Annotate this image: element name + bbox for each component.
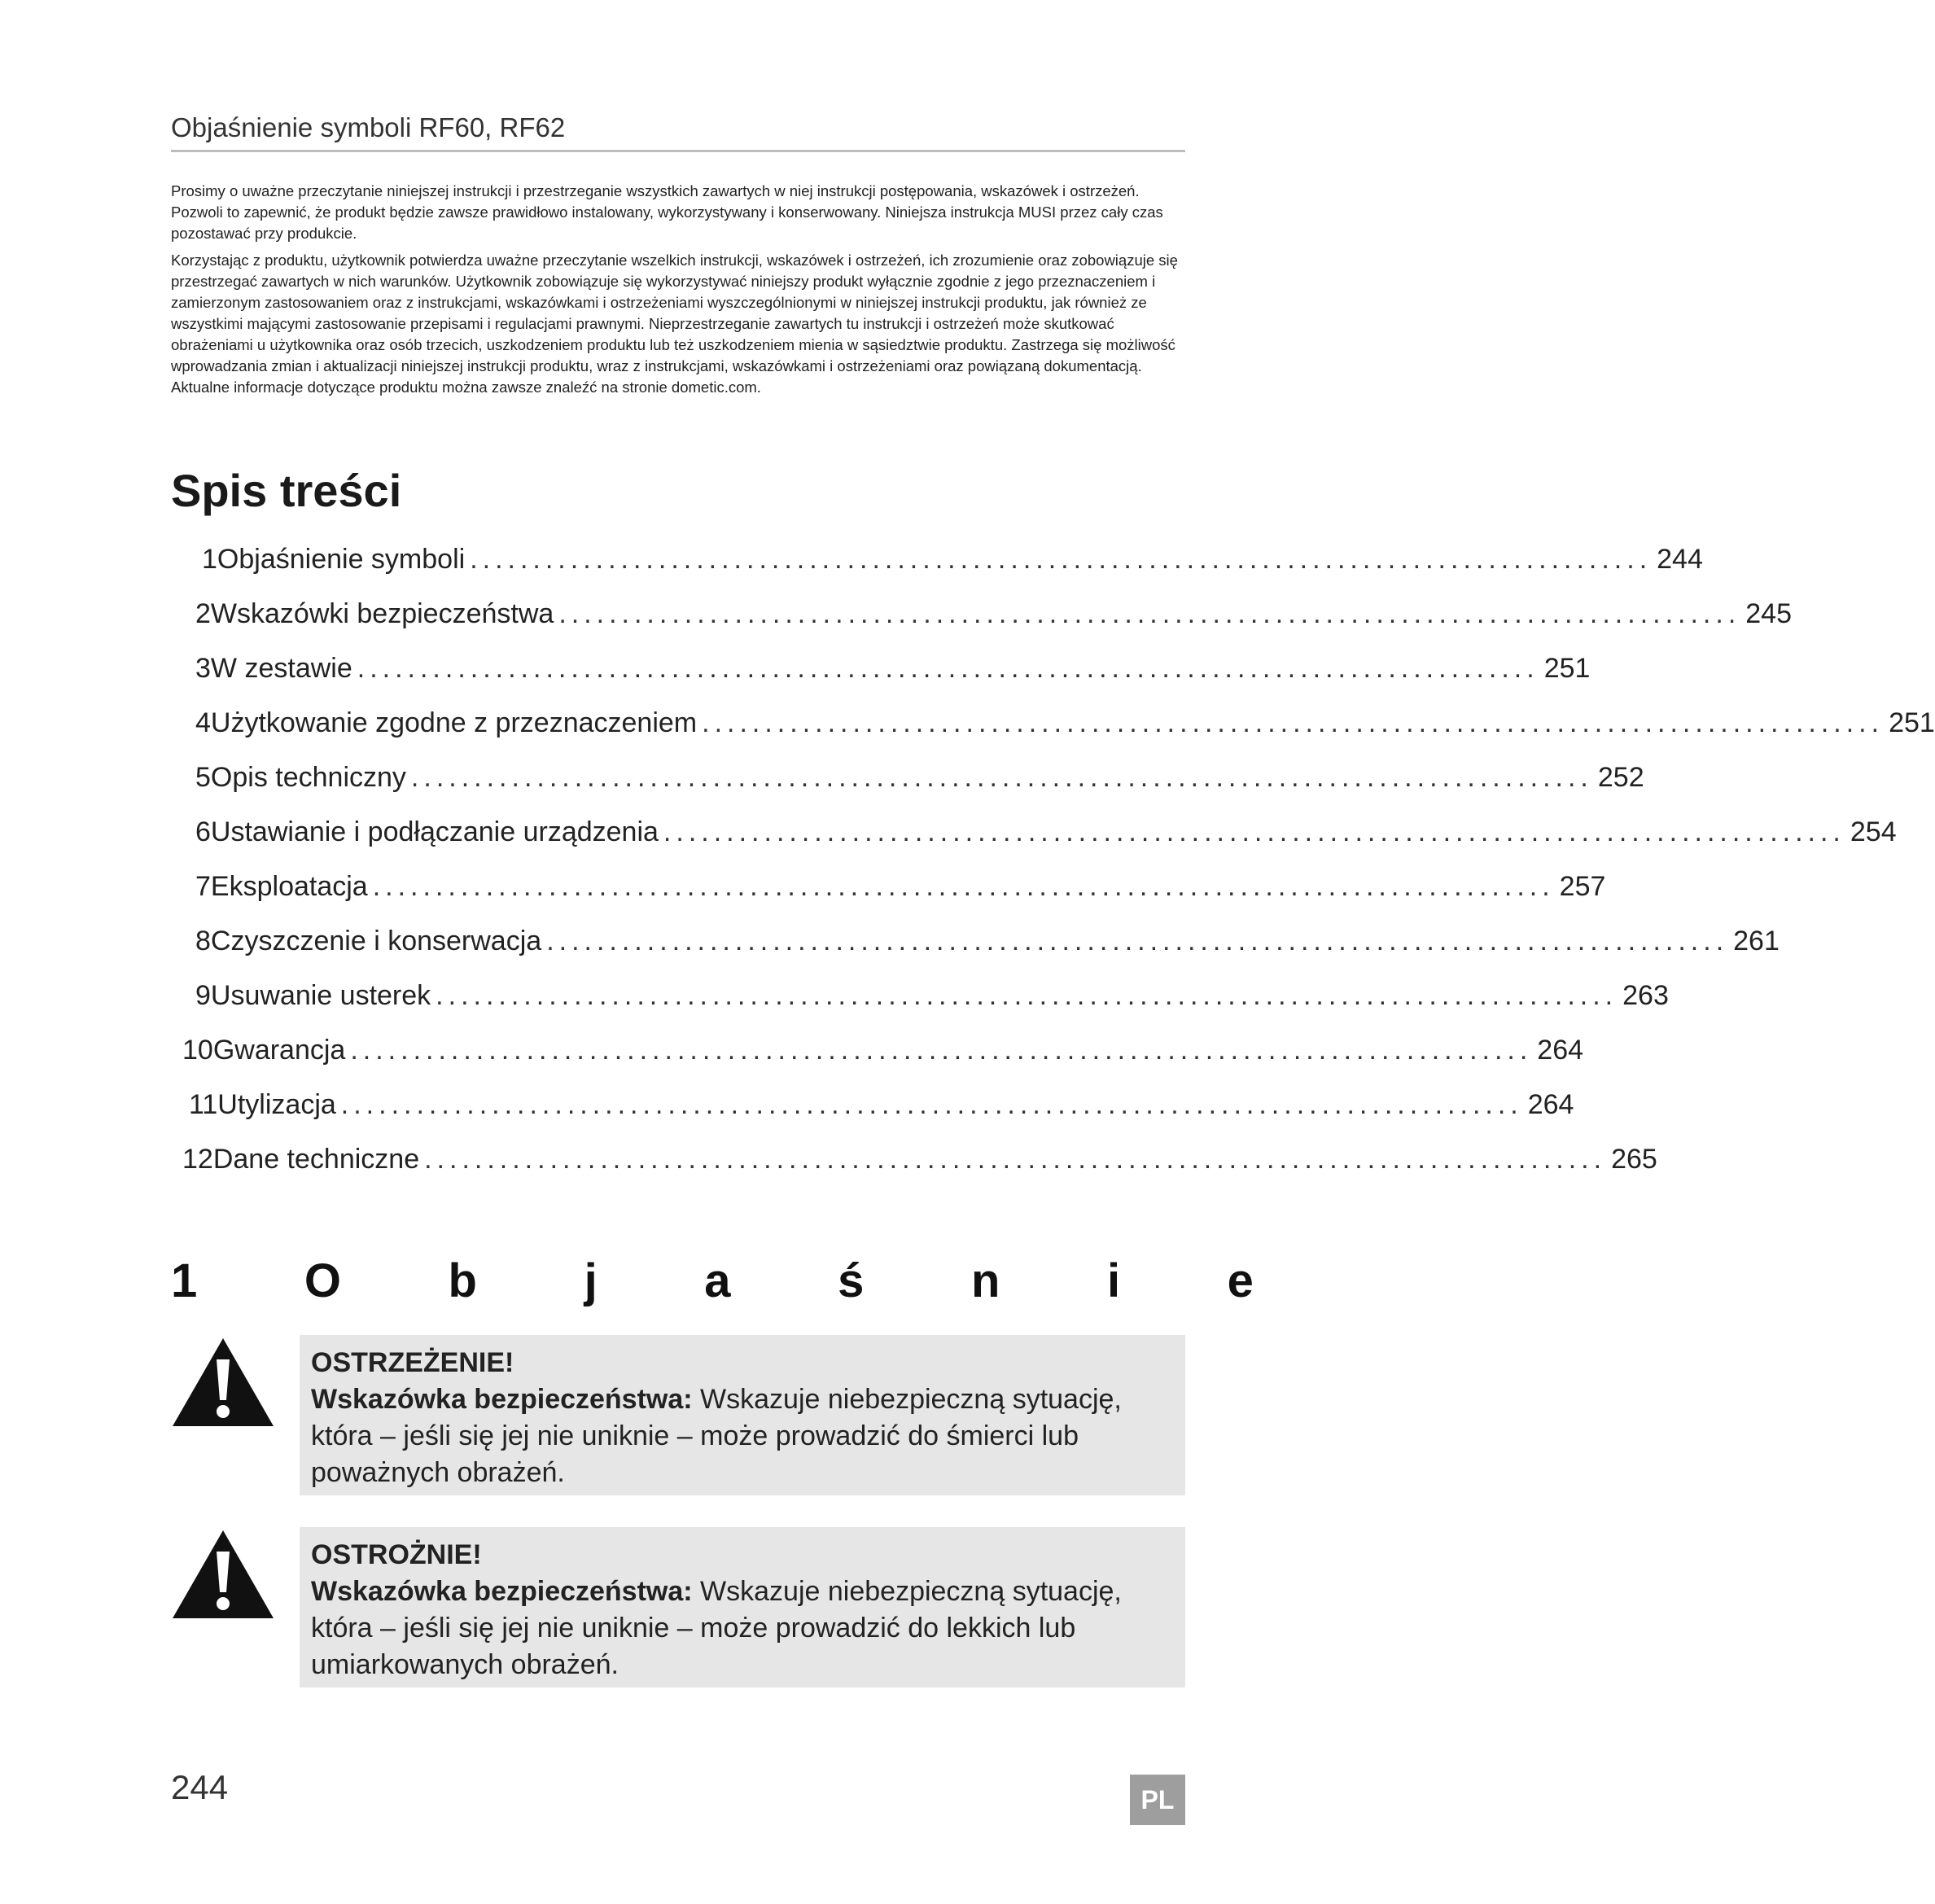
toc-entry-title: Dane techniczne [212, 1144, 420, 1175]
toc-entry[interactable] [195, 926, 1780, 966]
toc-entry-title: Ustawianie i podłączanie urządzenia [210, 816, 659, 847]
toc-entry-leader: .............................................................................................. [350, 1035, 1533, 1066]
section-heading-char: n [970, 1254, 1000, 1307]
toc-entry-title: Użytkowanie zgodne z przeznaczeniem [210, 707, 698, 738]
page-number: 244 [171, 1768, 229, 1806]
toc-entry-leader: .............................................................................................. [436, 980, 1618, 1011]
toc-entry-number: 4 [195, 707, 211, 738]
toc-entry[interactable] [195, 980, 1669, 1021]
toc-entry-title: Opis techniczny [210, 762, 406, 793]
toc-entry-title: Eksploatacja [210, 871, 368, 902]
toc-entry-number: 1 [202, 544, 217, 575]
section-heading-char: a [704, 1254, 731, 1307]
toc-entry-number: 7 [195, 871, 211, 902]
toc-entry-leader: .............................................................................................. [546, 926, 1729, 956]
toc-entry[interactable] [195, 816, 1897, 857]
toc-entry-page: 263 [1622, 980, 1669, 1011]
toc-entry-number: 5 [195, 762, 211, 793]
note-lead: Wskazówka bezpieczeństwa: [311, 1384, 693, 1415]
toc-entry-number: 3 [195, 653, 211, 684]
toc-entry-page: 251 [1889, 707, 1935, 738]
section-heading-char: 1 [171, 1254, 198, 1307]
note-text: Wskazuje niebezpieczną sytuację, która – jeśli się jej nie uniknie – może prowadzić do śmierci lub poważnych obrażeń. [311, 1384, 1122, 1488]
section-heading-char: b [448, 1254, 477, 1307]
toc-entry-page: 257 [1559, 871, 1606, 902]
toc-entry-leader: .............................................................................................. [558, 598, 1741, 629]
toc-entry-page: 264 [1527, 1089, 1574, 1120]
toc-entry-leader: .............................................................................................. [340, 1089, 1523, 1120]
warning-triangle-icon [171, 1337, 275, 1428]
toc-entry-page: 252 [1597, 762, 1644, 793]
toc-entry-page: 251 [1543, 653, 1591, 684]
toc-title: Spis treści [171, 465, 402, 516]
toc-entry-title: Wskazówki bezpieczeństwa [210, 598, 554, 629]
toc-entry-number: 2 [195, 598, 211, 629]
toc-entry-number: 12 [182, 1144, 213, 1175]
toc-entry-leader: .............................................................................................. [357, 653, 1539, 684]
toc-entry[interactable] [195, 871, 1606, 912]
toc-entry-title: W zestawie [210, 653, 352, 684]
language-badge: PL [1130, 1775, 1185, 1825]
section-heading-char: j [584, 1254, 598, 1307]
intro-paragraph-1: Prosimy o uważne przeczytanie niniejszej instrukcji i przestrzeganie wszystkich zawartych w niej instrukcji postępowania, wskazówek i ostrzeżeń. Pozwoli to zapewnić, że produkt będzie zawsze prawidłowo instalowany, wykorzystywany i konserwowany. Niniejsza instrukcja MUSI przez cały czas pozostawać przy produkcie. [171, 182, 1163, 242]
running-header: Objaśnienie symboli RF60, RF62 [171, 112, 1185, 152]
toc-entry-leader: .............................................................................................. [372, 871, 1555, 902]
toc-entry[interactable] [182, 1144, 1657, 1184]
section-heading [171, 1254, 1254, 1308]
toc-entry-leader: .............................................................................................. [424, 1144, 1607, 1175]
intro-paragraph-2: Korzystając z produktu, użytkownik potwierdza uważne przeczytanie wszelkich instrukcji, wskazówek i ostrzeżeń, ich zrozumienie oraz zobowiązuje się przestrzegać zawartych w nich warunków. Użytkownik zobowiązuje się wykorzystywać niniejszy produkt wyłącznie zgodnie z jego przeznaczeniem i zamierzonym zastosowaniem oraz z instrukcjami, wskazówkami i ostrzeżeniami wyszczególnionymi w niniejszej instrukcji produktu, jak również ze wszystkimi mającymi zastosowanie przepisami i regulacjami prawnymi. Nieprzestrzeganie zawartych tu instrukcji i ostrzeżeń może skutkować obrażeniami u użytkownika oraz osób trzecich, uszkodzeniem produktu lub też uszkodzeniem mienia w sąsiedztwie produktu. Zastrzega się możliwość wprowadzania zmian i aktualizacji niniejszej instrukcji produktu, wraz z instrukcjami, wskazówkami i ostrzeżeniami oraz powiązaną dokumentacją. Aktualne informacje dotyczące produktu można zawsze znaleźć na stronie dometic.com. [171, 252, 1178, 396]
toc-entry-title: Utylizacja [217, 1089, 336, 1120]
toc-entry-leader: .............................................................................................. [470, 544, 1653, 575]
note-lead: Wskazówka bezpieczeństwa: [311, 1576, 693, 1607]
toc-entry[interactable] [195, 653, 1591, 694]
signal-word: OSTROŻNIE! [311, 1539, 482, 1570]
toc-entry-page: 254 [1850, 816, 1897, 847]
toc-entry-number: 10 [182, 1035, 213, 1066]
toc-entry-title: Gwarancja [212, 1035, 346, 1066]
toc-entry-title: Czyszczenie i konserwacja [210, 926, 542, 956]
toc-entry-page: 264 [1537, 1035, 1584, 1066]
toc-entry[interactable] [195, 598, 1792, 639]
warning-note [300, 1335, 1185, 1495]
toc-entry[interactable] [195, 707, 1935, 748]
toc-entry-page: 261 [1733, 926, 1780, 956]
toc-entry-leader: .............................................................................................. [663, 816, 1845, 847]
toc-entry-leader: .............................................................................................. [702, 707, 1885, 738]
toc-entry[interactable] [195, 762, 1644, 803]
toc-entry[interactable] [202, 544, 1703, 584]
toc-entry-number: 6 [195, 816, 211, 847]
toc-entry[interactable] [189, 1089, 1574, 1130]
toc-entry-title: Usuwanie usterek [210, 980, 431, 1011]
note-text: Wskazuje niebezpieczną sytuację, która – jeśli się jej nie uniknie – może prowadzić do lekkich lub umiarkowanych obrażeń. [311, 1576, 1122, 1680]
caution-note [300, 1527, 1185, 1687]
toc-entry[interactable] [182, 1035, 1584, 1075]
toc-entry-number: 8 [195, 926, 211, 956]
toc-entry-number: 11 [189, 1089, 218, 1120]
warning-triangle-icon [171, 1529, 275, 1620]
toc-entry-title: Objaśnienie symboli [217, 544, 466, 575]
toc-entry-number: 9 [195, 980, 211, 1011]
toc-entry-page: 245 [1745, 598, 1792, 629]
section-heading-char: O [304, 1254, 341, 1307]
signal-word: OSTRZEŻENIE! [311, 1347, 514, 1378]
section-heading-char: ś [838, 1254, 865, 1307]
section-heading-char: e [1227, 1254, 1254, 1307]
section-heading-char: i [1106, 1254, 1121, 1307]
toc-entry-leader: .............................................................................................. [410, 762, 1593, 793]
toc-entry-page: 265 [1611, 1144, 1657, 1175]
toc-entry-page: 244 [1657, 544, 1703, 575]
